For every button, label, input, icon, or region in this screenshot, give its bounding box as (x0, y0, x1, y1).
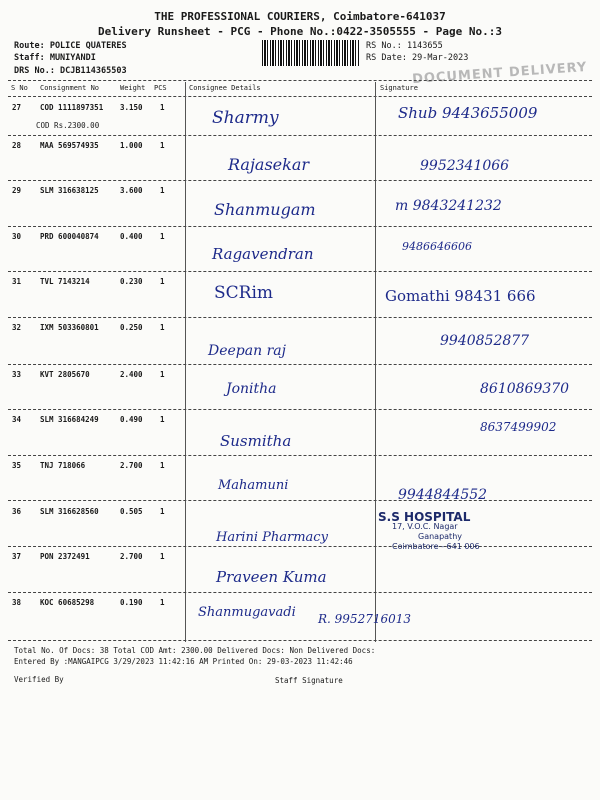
consignee-name: Mahamuni (218, 478, 289, 493)
row-sno: 30 (12, 232, 22, 241)
row-sno: 37 (12, 552, 22, 561)
row-sno: 28 (12, 141, 22, 150)
row-weight: 2.700 (120, 461, 143, 470)
row-pcs: 1 (160, 507, 165, 516)
row-consignment: PRD 600040874 (40, 232, 99, 241)
consignee-name: Praveen Kuma (216, 568, 327, 586)
row-pcs: 1 (160, 370, 165, 379)
row-rule (8, 317, 592, 318)
signature-entry: Shub 9443655009 (398, 104, 538, 122)
signature-entry: 8637499902 (480, 420, 557, 434)
consignee-name: Deepan raj (208, 343, 286, 359)
barcode-image (262, 40, 360, 66)
row-consignment: TNJ 718066 (40, 461, 86, 470)
consignee-name: Jonitha (226, 381, 277, 397)
row-consignment: SLM 316684249 (40, 415, 99, 424)
row-rule (8, 640, 592, 641)
document-delivery-stamp: DOCUMENT DELIVERY (411, 59, 588, 88)
col-pcs-header: PCS (154, 84, 167, 92)
row-rule (8, 135, 592, 136)
row-rule (8, 592, 592, 593)
row-pcs: 1 (160, 277, 165, 286)
runsheet-subtitle: Delivery Runsheet - PCG - Phone No.:0422-3505555 - Page No.:3 (98, 25, 502, 38)
col-consignee-header: Consignee Details (189, 84, 261, 92)
footer-totals: Total No. Of Docs: 38 Total COD Amt: 2300.00 Delivered Docs: Non Delivered Docs: (14, 646, 376, 655)
col-weight-header: Weight (120, 84, 146, 92)
row-rule (8, 226, 592, 227)
row-consignment: IXM 503360801 (40, 323, 99, 332)
row-weight: 3.600 (120, 186, 143, 195)
row-weight: 2.400 (120, 370, 143, 379)
staff-label: Staff: MUNIYANDI (14, 53, 96, 63)
consignee-name: Harini Pharmacy (216, 530, 328, 545)
rs-date: RS Date: 29-Mar-2023 (366, 53, 469, 63)
hospital-stamp-address-line3: Coimbatore - 641 006 (392, 542, 480, 551)
row-pcs: 1 (160, 232, 165, 241)
col-signature-header: Signature (380, 84, 418, 92)
row-sno: 38 (12, 598, 22, 607)
row-consignment: SLM 316628560 (40, 507, 99, 516)
row-rule (8, 364, 592, 365)
row-consignment: MAA 569574935 (40, 141, 99, 150)
drs-label: DRS No.: DCJB114365503 (14, 66, 127, 76)
staff-signature-label: Staff Signature (275, 676, 343, 685)
row-sno: 29 (12, 186, 22, 195)
row-pcs: 1 (160, 103, 165, 112)
col-sno-header: S No (11, 84, 28, 92)
row-consignment: PON 2372491 (40, 552, 90, 561)
row-weight: 0.400 (120, 232, 143, 241)
row-sno: 34 (12, 415, 22, 424)
row-sno: 32 (12, 323, 22, 332)
signature-entry: 8610869370 (480, 381, 570, 397)
row-rule (8, 500, 592, 501)
rs-number: RS No.: 1143655 (366, 41, 443, 51)
signature-entry: R. 9952716013 (318, 612, 412, 626)
row-pcs: 1 (160, 186, 165, 195)
consignee-name: Sharmy (212, 108, 279, 128)
row-sno: 36 (12, 507, 22, 516)
col-consignment-header: Consignment No (40, 84, 100, 92)
row-weight: 3.150 (120, 103, 143, 112)
signature-entry: 9486646606 (402, 240, 472, 253)
row-weight: 0.490 (120, 415, 143, 424)
signature-entry: Gomathi 98431 666 (385, 287, 536, 305)
row-pcs: 1 (160, 552, 165, 561)
hospital-stamp-address-line2: Ganapathy (418, 532, 462, 541)
company-title: THE PROFESSIONAL COURIERS, Coimbatore-641037 (154, 10, 446, 23)
row-sno: 27 (12, 103, 22, 112)
row-rule (8, 180, 592, 181)
row-sno: 33 (12, 370, 22, 379)
hospital-stamp-name: S.S HOSPITAL (378, 510, 471, 524)
header-top-rule (8, 80, 592, 81)
row-pcs: 1 (160, 598, 165, 607)
footer-entered-by: Entered By :MANGAIPCG 3/29/2023 11:42:16 AM Printed On: 29-03-2023 11:42:46 (14, 657, 353, 666)
row-weight: 1.000 (120, 141, 143, 150)
consignee-name: Shanmugam (214, 200, 316, 219)
row-consignment: TVL 7143214 (40, 277, 90, 286)
signature-entry: 9952341066 (420, 158, 510, 174)
row-pcs: 1 (160, 415, 165, 424)
signature-column-divider (375, 82, 376, 642)
row-weight: 0.505 (120, 507, 143, 516)
consignee-name: Ragavendran (212, 245, 314, 263)
consignee-name: SCRim (214, 283, 274, 303)
row-rule (8, 455, 592, 456)
consignee-column-divider (185, 82, 186, 642)
header-bottom-rule (8, 96, 592, 97)
row-weight: 0.250 (120, 323, 143, 332)
row-sno: 31 (12, 277, 22, 286)
signature-entry: 9944844552 (398, 487, 488, 503)
row-weight: 0.230 (120, 277, 143, 286)
row-consignment: KVT 2805670 (40, 370, 90, 379)
row-rule (8, 546, 592, 547)
signature-entry: 9940852877 (440, 333, 530, 349)
verified-by-label: Verified By (14, 675, 64, 684)
row-consignment: COD 1111897351 (40, 103, 104, 112)
consignee-name: Rajasekar (228, 155, 310, 174)
consignee-name: Shanmugavadi (198, 605, 296, 620)
row-rule (8, 409, 592, 410)
row-sno: 35 (12, 461, 22, 470)
hospital-stamp (378, 512, 480, 552)
row-cod-amount: COD Rs.2300.00 (36, 121, 100, 130)
row-rule (8, 271, 592, 272)
row-weight: 0.190 (120, 598, 143, 607)
route-label: Route: POLICE QUATERES (14, 41, 127, 51)
row-pcs: 1 (160, 323, 165, 332)
row-pcs: 1 (160, 141, 165, 150)
signature-entry: m 9843241232 (395, 198, 502, 214)
hospital-stamp-address-line1: 17, V.O.C. Nagar (392, 522, 458, 531)
row-weight: 2.700 (120, 552, 143, 561)
row-consignment: SLM 316638125 (40, 186, 99, 195)
row-pcs: 1 (160, 461, 165, 470)
row-consignment: KOC 60685298 (40, 598, 95, 607)
consignee-name: Susmitha (220, 432, 292, 450)
